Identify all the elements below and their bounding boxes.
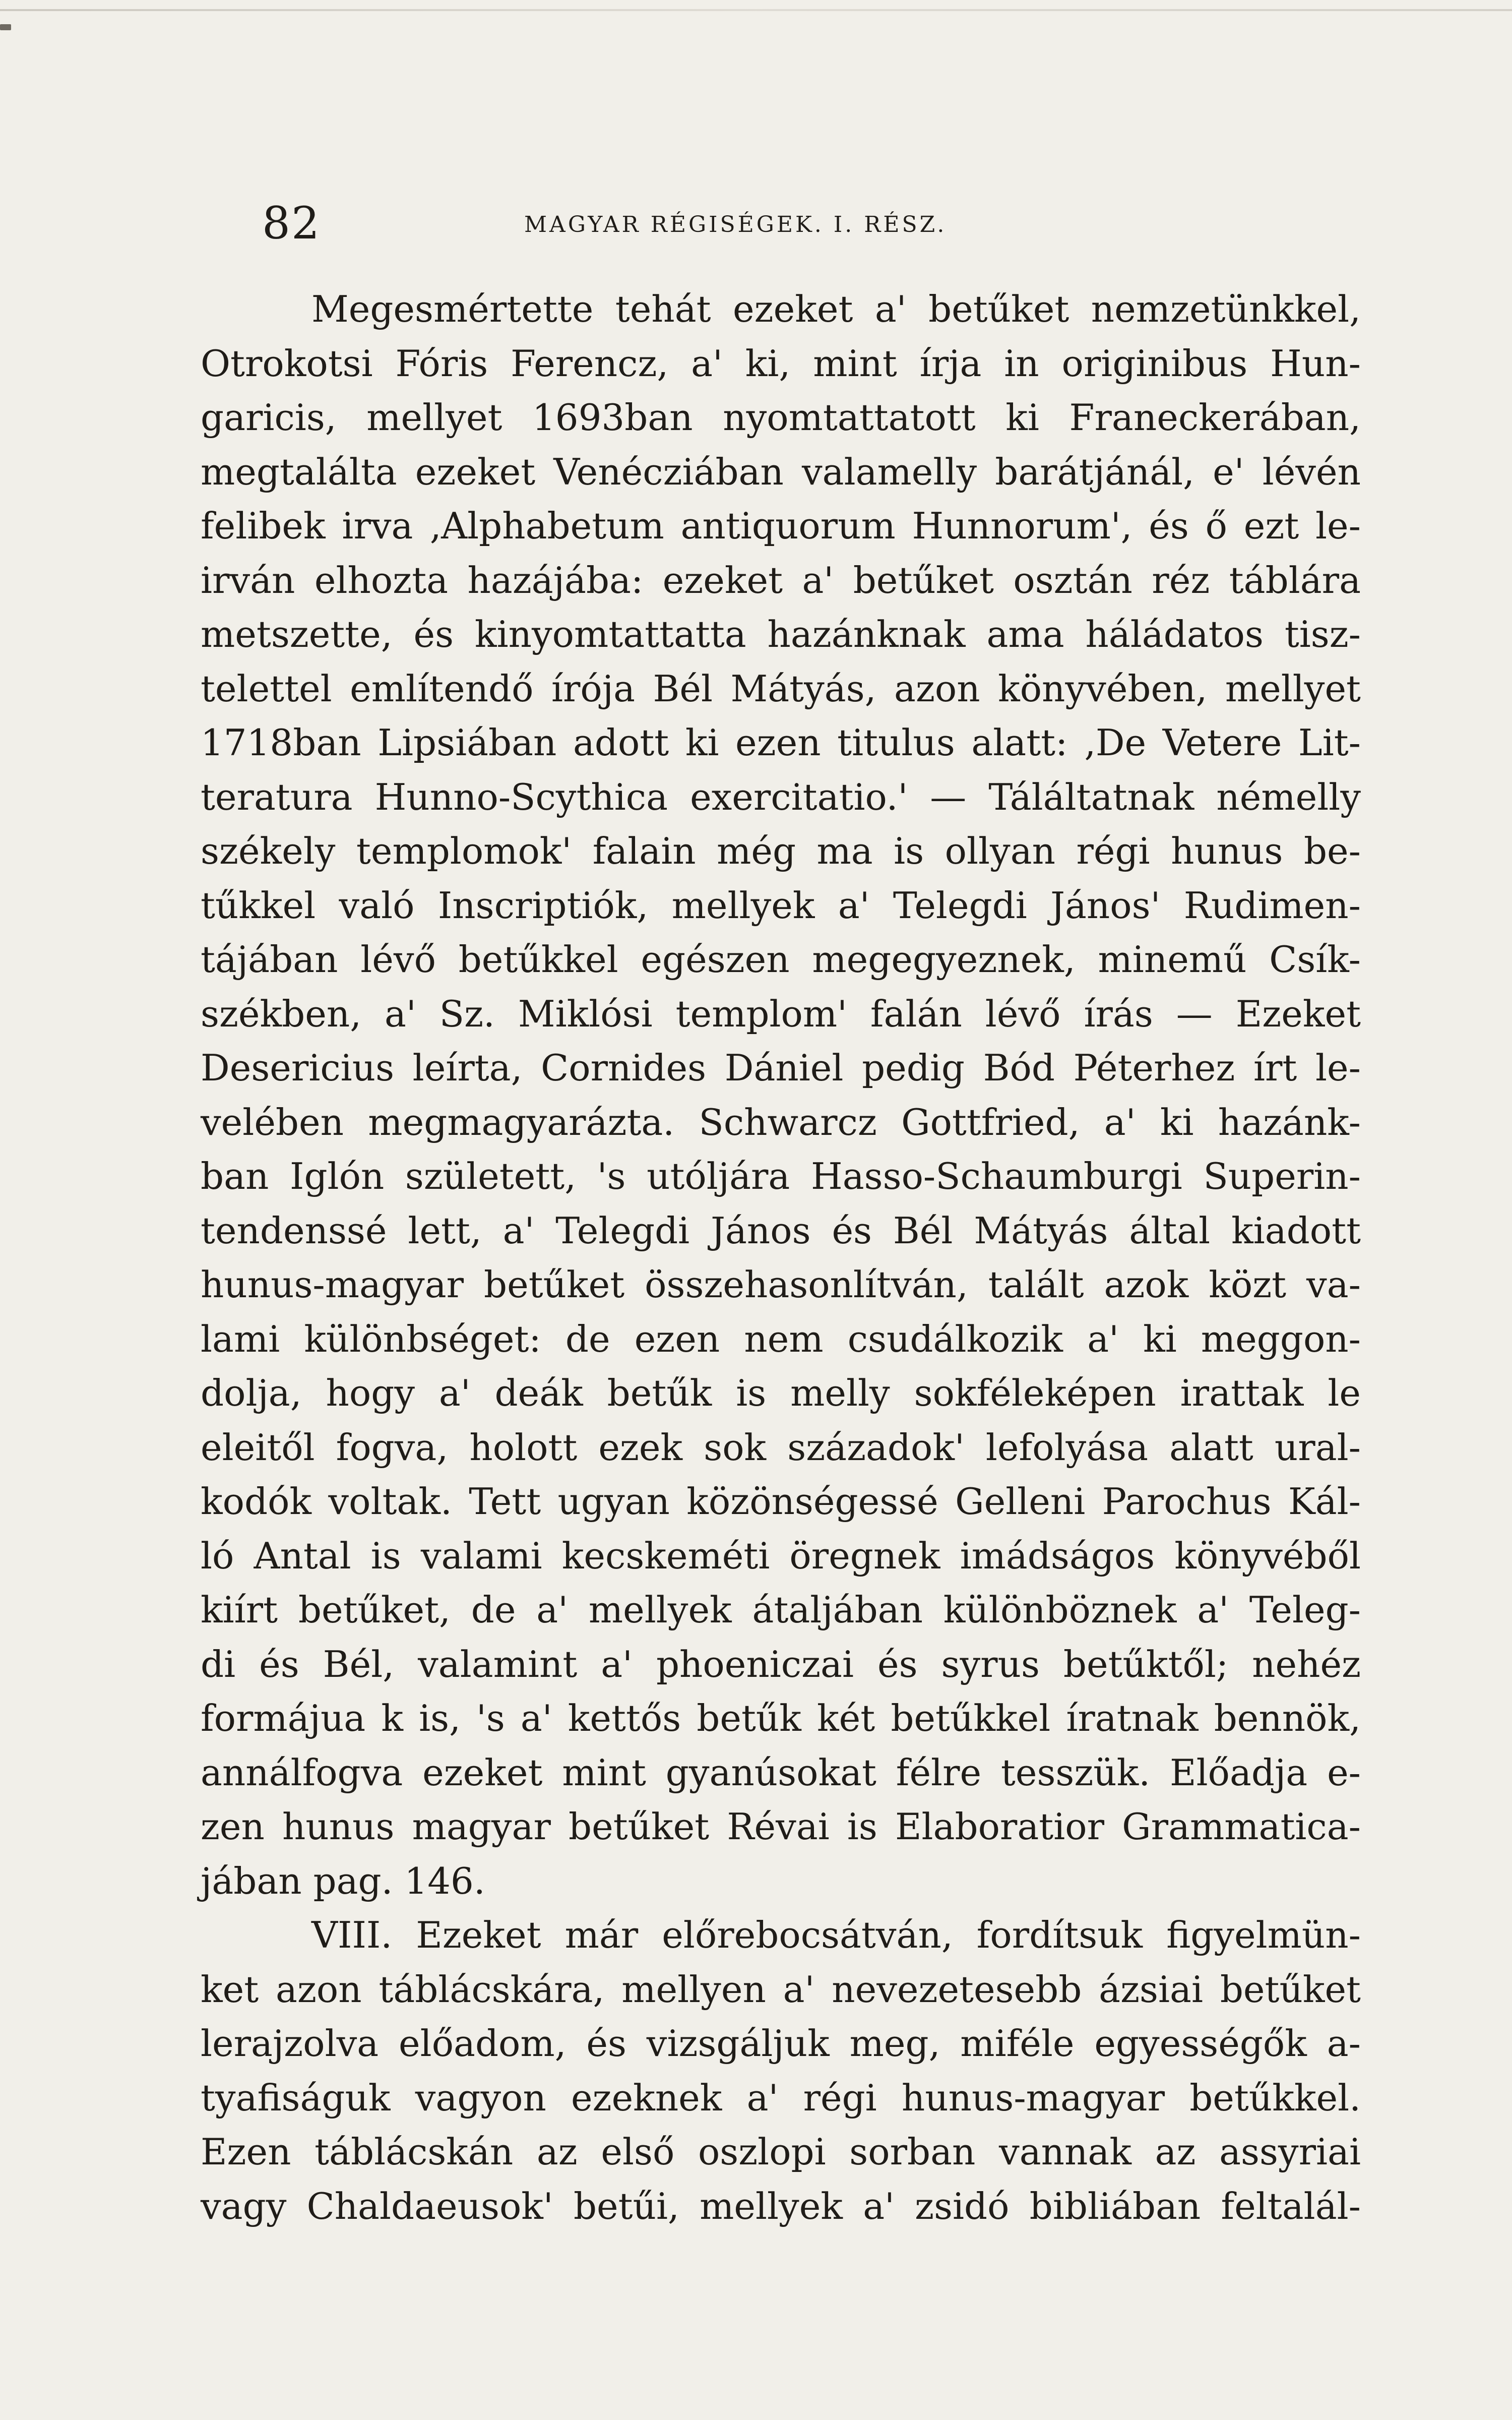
- body-text: [201, 282, 1361, 2233]
- text-line: teratura Hunno-Scythica exercitatio.' — Táláltatnak némelly: [201, 775, 1361, 818]
- text-line: Desericius leírta, Cornides Dániel pedig Bód Péterhez írt le-: [201, 1047, 1361, 1089]
- page-header: [0, 196, 1512, 251]
- text-line: Ezen táblácskán az első oszlopi sorban vannak az assyriai: [201, 2131, 1361, 2173]
- text-line: eleitől fogva, holott ezek sok századok' lefolyása alatt ural-: [201, 1426, 1361, 1469]
- text-line: ban Iglón született, 's utóljára Hasso-Schaumburgi Superin-: [201, 1155, 1361, 1197]
- text-line: felibek irva ‚Alphabetum antiquorum Hunnorum', és ő ezt le-: [201, 505, 1361, 547]
- text-line: hunus-magyar betűket összehasonlítván, talált azok közt va-: [201, 1263, 1361, 1306]
- text-line: dolja, hogy a' deák betűk is melly sokféleképen irattak le: [201, 1372, 1361, 1414]
- text-line: VIII. Ezeket már előrebocsátván, fordítsuk figyelmün-: [311, 1914, 1361, 1956]
- text-line: tűkkel való Inscriptiók, mellyek a' Telegdi János' Rudimen-: [201, 884, 1361, 927]
- text-line: tyafiságuk vagyon ezeknek a' régi hunus-magyar betűkkel.: [201, 2076, 1361, 2119]
- text-line: ló Antal is valami kecskeméti öregnek imádságos könyvéből: [201, 1534, 1361, 1577]
- text-line: Megesmértette tehát ezeket a' betűket nemzetünkkel,: [311, 288, 1361, 330]
- text-line: metszette, és kinyomtattatta hazánknak ama háládatos tisz-: [201, 613, 1361, 655]
- text-line: telettel említendő írója Bél Mátyás, azon könyvében, mellyet: [201, 667, 1361, 710]
- running-head: MAGYAR RÉGISÉGEK. I. RÉSZ.: [524, 212, 947, 237]
- text-line: garicis, mellyet 1693ban nyomtattatott ki Franeckerában,: [201, 396, 1361, 439]
- text-line: tendenssé lett, a' Telegdi János és Bél Mátyás által kiadott: [201, 1209, 1361, 1252]
- text-line: di és Bél, valamint a' phoeniczai és syrus betűktől; nehéz: [201, 1643, 1361, 1685]
- text-line: lami különbséget: de ezen nem csudálkozik a' ki meggon-: [201, 1317, 1361, 1360]
- text-line: ket azon táblácskára, mellyen a' nevezetesebb ázsiai betűket: [201, 1968, 1361, 2011]
- text-line: székely templomok' falain még ma is ollyan régi hunus be-: [201, 830, 1361, 872]
- text-line: megtalálta ezeket Venécziában valamelly barátjánál, e' lévén: [201, 450, 1361, 493]
- text-line: 1718ban Lipsiában adott ki ezen titulus alatt: ‚De Vetere Lit-: [201, 721, 1361, 764]
- text-line: kodók voltak. Tett ugyan közönségessé Gelleni Parochus Kál-: [201, 1480, 1361, 1523]
- text-line: kiírt betűket, de a' mellyek átaljában különböznek a' Teleg-: [201, 1589, 1361, 1631]
- scan-edge-mark: [0, 24, 11, 30]
- scan-edge-line: [0, 9, 1512, 11]
- text-line: vagy Chaldaeusok' betűi, mellyek a' zsidó bibliában feltalál-: [201, 2185, 1361, 2227]
- text-line: Otrokotsi Fóris Ferencz, a' ki, mint írja in originibus Hun-: [201, 342, 1361, 385]
- text-line: formájua k is, 's a' kettős betűk két betűkkel íratnak bennök,: [201, 1697, 1361, 1739]
- text-line: irván elhozta hazájába: ezeket a' betűket osztán réz táblára: [201, 559, 1361, 601]
- page-number: 82: [262, 197, 321, 249]
- text-line: annálfogva ezeket mint gyanúsokat félre tesszük. Előadja e-: [201, 1751, 1361, 1794]
- text-line: zen hunus magyar betűket Révai is Elaboratior Grammatica-: [201, 1805, 1361, 1848]
- text-line: jában pag. 146.: [201, 1859, 485, 1902]
- text-line: székben, a' Sz. Miklósi templom' falán lévő írás — Ezeket: [201, 992, 1361, 1035]
- text-line: tájában lévő betűkkel egészen megegyeznek, minemű Csík-: [201, 938, 1361, 981]
- text-line: lerajzolva előadom, és vizsgáljuk meg, miféle egyességők a-: [201, 2022, 1361, 2065]
- text-line: velében megmagyarázta. Schwarcz Gottfried, a' ki hazánk-: [201, 1101, 1361, 1143]
